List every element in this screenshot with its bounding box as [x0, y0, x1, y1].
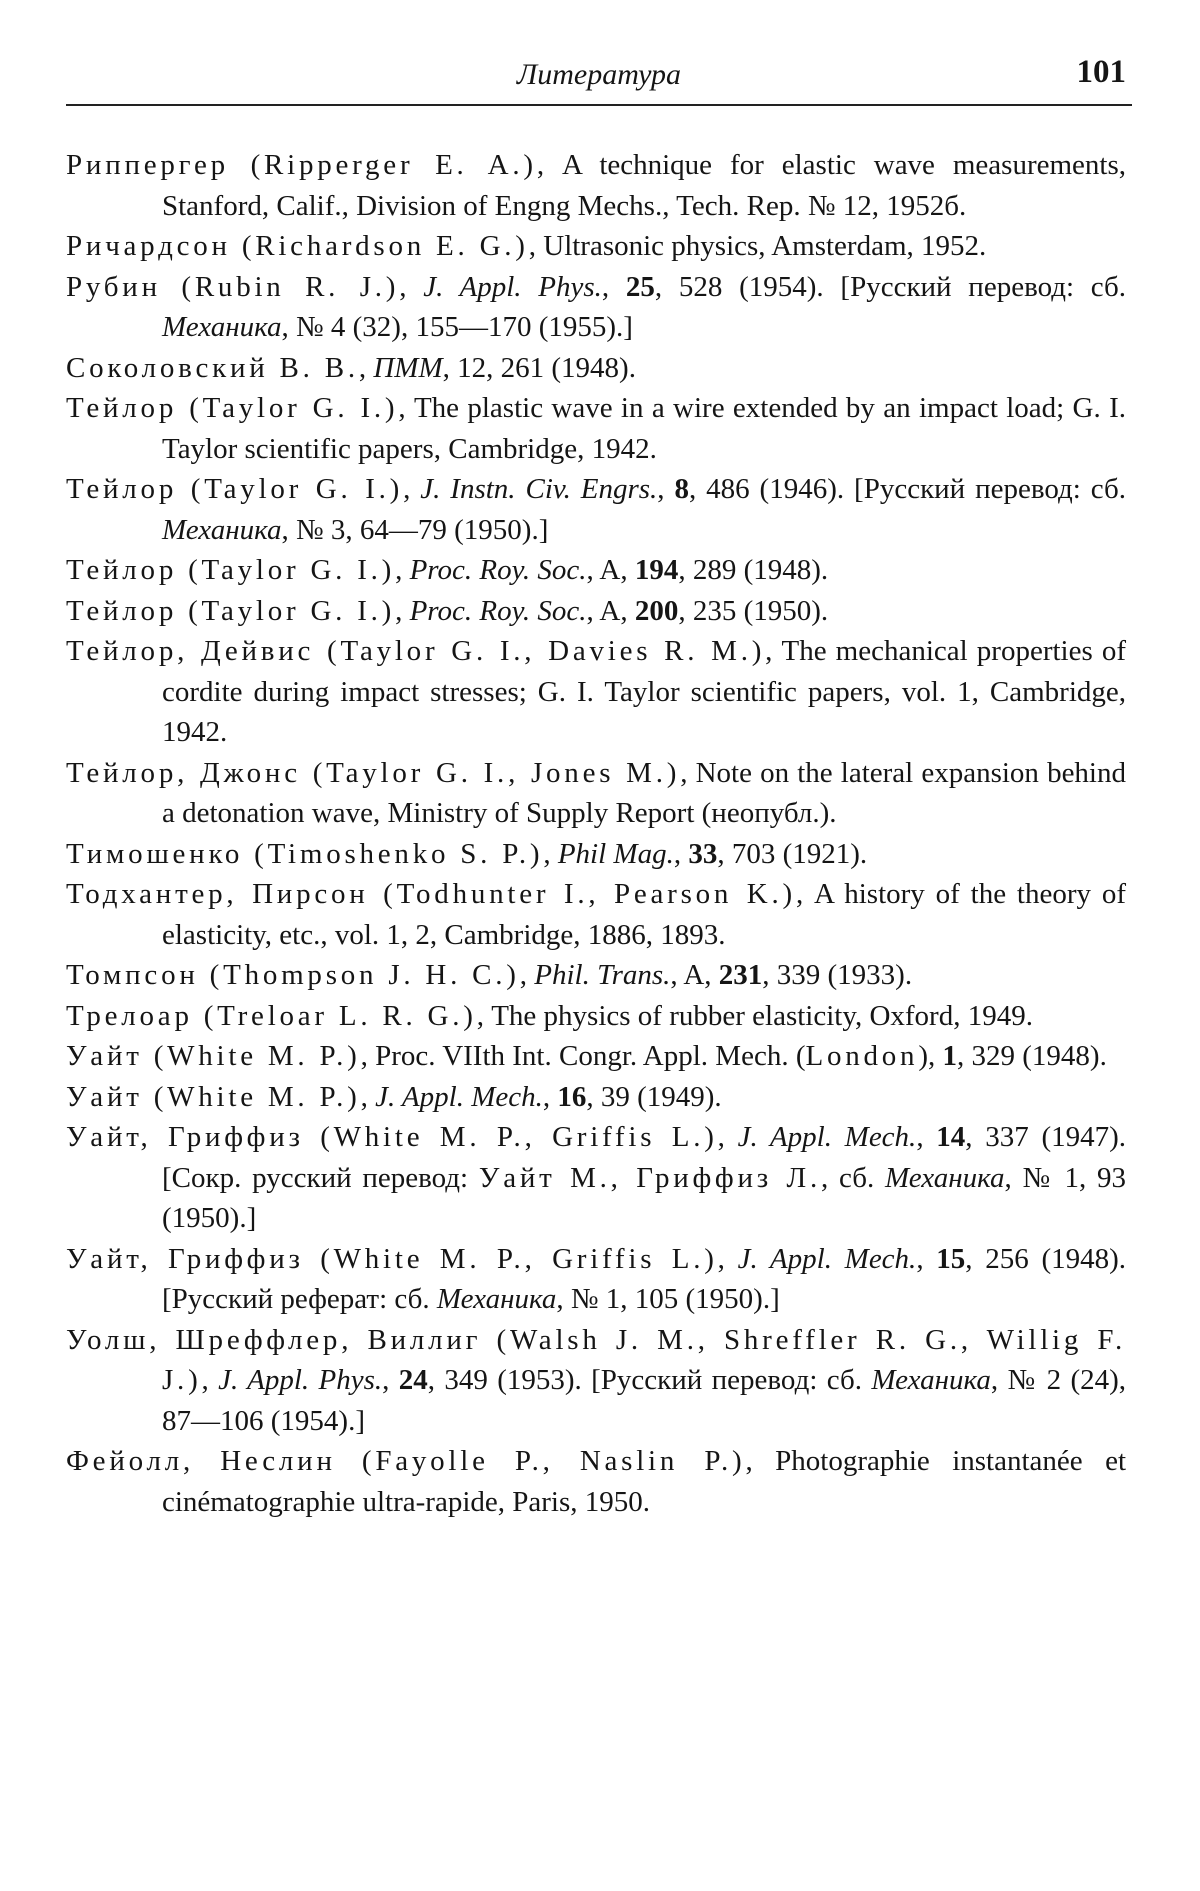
entry-text: , 528 (1954). [Русский перевод: сб. [654, 270, 1127, 303]
bibliography-entry [66, 591, 1126, 632]
entry-source: Proc. Roy. Soc. [409, 554, 587, 586]
bibliography-entry [66, 1117, 1126, 1239]
entry-volume: 1 [942, 1040, 957, 1072]
entry-author: Уайт (White M. P.) [66, 1040, 361, 1072]
entry-text: , The mechanical properties of cordite during impact stresses; G. I. Taylor scientific papers, vol. 1, Cambridge, 1942. [162, 635, 1127, 748]
bibliography-entry [66, 874, 1126, 955]
header-rule [66, 104, 1132, 106]
entry-text: , [382, 1364, 399, 1396]
entry-text: , № 3, 64—79 (1950).] [281, 513, 549, 546]
entry-text: , 329 (1948). [957, 1040, 1107, 1072]
entry-text: , A history of the theory of elasticity, etc., vol. 1, 2, Cambridge, 1886, 1893. [162, 878, 1127, 951]
bibliography-entry [66, 1239, 1126, 1320]
entry-author: Уайт М., Гриффиз Л. [478, 1161, 821, 1194]
page-header [66, 52, 1132, 110]
entry-author: Соколовский В. В. [66, 351, 359, 384]
entry-text: , № 1, 93 (1950).] [162, 1161, 1127, 1234]
entry-text: , [403, 473, 421, 505]
entry-source: J. Appl. Mech. [375, 1080, 543, 1113]
entry-text: , Photographie instantanée et cinématographie ultra-rapide, Paris, 1950. [162, 1445, 1127, 1518]
entry-text: , [360, 1080, 376, 1113]
entry-author: Рубин (Rubin R. J.) [66, 270, 400, 303]
bibliography-entry [66, 753, 1126, 834]
entry-volume: 14 [936, 1121, 966, 1153]
entry-author: Тимошенко (Timoshenko S. P.) [66, 837, 544, 870]
entry-volume: 33 [688, 837, 718, 870]
entry-text: , [542, 1080, 558, 1113]
entry-text: , [717, 1242, 738, 1275]
entry-text: , № 2 (24), 87—106 (1954).] [162, 1364, 1127, 1437]
entry-author: Фейолл, Неслин (Fayolle P., Naslin P.) [66, 1445, 746, 1477]
entry-text: , № 1, 105 (1950).] [556, 1283, 780, 1315]
entry-source: Механика [162, 311, 282, 343]
bibliography-entry [66, 1441, 1126, 1522]
entry-text: , A technique for elastic wave measurements, Stanford, Calif., Division of Engng Mechs., Tech. Rep. № 12, 1952б. [162, 149, 1127, 222]
bibliography-entry [66, 1036, 1126, 1077]
entry-text: , [519, 959, 535, 991]
entry-volume: 194 [634, 554, 679, 586]
bibliography-entry [66, 145, 1126, 226]
entry-text: , [358, 351, 374, 384]
entry-text: , [916, 1242, 937, 1275]
entry-text: , [543, 837, 558, 870]
entry-text: , 12, 261 (1948). [442, 351, 636, 384]
entry-source: J. Appl. Mech. [737, 1121, 917, 1153]
entry-source: Механика [436, 1283, 557, 1315]
entry-author: Уолш, Шреффлер, Виллиг (Walsh J. M., Shreffler R. G., Willig F. J.) [66, 1323, 1126, 1396]
entry-text: , A, [586, 594, 635, 627]
entry-text: , A, [670, 959, 719, 991]
entry-text: , [717, 1121, 738, 1153]
entry-text: , Note on the lateral expansion behind a detonation wave, Ministry of Supply Report (неопубл.). [162, 756, 1126, 829]
entry-volume: 231 [718, 959, 763, 991]
entry-author: Уайт, Гриффиз (White M. P., Griffis L.) [66, 1121, 718, 1153]
entry-author: Тодхантер, Пирсон (Todhunter I., Pearson K.) [66, 878, 796, 910]
entry-author: Уайт (White M. P.) [66, 1080, 361, 1113]
bibliography-list [66, 145, 1126, 1522]
entry-text: , 256 (1948). [Русский реферат: сб. [162, 1242, 1127, 1315]
bibliography-entry [66, 1077, 1126, 1118]
entry-text: , 339 (1933). [762, 959, 913, 991]
entry-volume: 16 [557, 1080, 587, 1113]
entry-source: J. Appl. Phys. [423, 270, 602, 303]
entry-author: Тейлор (Taylor G. I.) [66, 473, 404, 505]
entry-author: Ричардсон (Richardson E. G.) [66, 230, 529, 262]
entry-text: , 349 (1953). [Русский перевод: сб. [427, 1364, 872, 1396]
entry-author: Риппергер (Ripperger E. A.) [66, 149, 537, 181]
entry-source: Phil Mag. [557, 837, 674, 870]
entry-author: Тейлор, Дейвис (Taylor G. I., Davies R. M.) [66, 635, 766, 667]
entry-text: , A, [586, 554, 635, 586]
entry-source: Механика [162, 513, 282, 546]
entry-volume: 8 [674, 473, 689, 505]
entry-text: , Ultrasonic physics, Amsterdam, 1952. [528, 230, 987, 262]
entry-author: Тейлор, Джонс (Taylor G. I., Jones M.) [66, 756, 681, 789]
bibliography-entry [66, 267, 1126, 348]
entry-source: J. Appl. Mech. [737, 1242, 917, 1275]
entry-author: Тейлор (Taylor G. I.) [66, 554, 396, 586]
entry-source: Phil. Trans. [534, 959, 671, 991]
entry-text: , 289 (1948). [678, 554, 829, 586]
bibliography-entry [66, 550, 1126, 591]
entry-text: , [395, 594, 410, 627]
entry-text: , 39 (1949). [586, 1080, 722, 1113]
bibliography-entry [66, 469, 1126, 550]
entry-volume: 15 [936, 1242, 966, 1275]
entry-text: , Proc. VIIth Int. Congr. Appl. Mech. ( [360, 1040, 806, 1072]
entry-source: Proc. Roy. Soc. [409, 594, 587, 627]
entry-text: , 337 (1947). [Сокр. русский перевод: [162, 1121, 1127, 1194]
entry-text: , [395, 554, 410, 586]
entry-source: J. Instn. Civ. Engrs. [420, 473, 658, 505]
entry-text: , [673, 837, 689, 870]
entry-text: , сб. [821, 1161, 886, 1194]
bibliography-entry [66, 1320, 1126, 1442]
entry-source: ПММ [373, 351, 443, 384]
bibliography-entry [66, 955, 1126, 996]
running-title: Литература [516, 58, 682, 91]
entry-volume: 200 [634, 594, 679, 627]
entry-text: , [916, 1121, 937, 1153]
bibliography-entry [66, 996, 1126, 1037]
entry-source: Механика [885, 1161, 1005, 1194]
entry-author: Тейлор (Taylor G. I.) [66, 392, 399, 424]
entry-text: , [201, 1364, 219, 1396]
bibliography-entry [66, 348, 1126, 389]
bibliography-entry [66, 226, 1126, 267]
entry-text: , 703 (1921). [717, 837, 868, 870]
entry-text: , The plastic wave in a wire extended by an impact load; G. I. Taylor scientific papers, Cambridge, 1942. [162, 392, 1126, 465]
entry-text: , № 4 (32), 155—170 (1955).] [281, 311, 633, 343]
entry-text: ), [918, 1040, 943, 1072]
entry-text: , [399, 270, 424, 303]
entry-source: J. Appl. Phys. [218, 1364, 383, 1396]
entry-text: , [657, 473, 675, 505]
bibliography-entry [66, 388, 1126, 469]
entry-author: Томпсон (Thompson J. H. C.) [66, 959, 520, 991]
entry-text: , 235 (1950). [678, 594, 829, 627]
entry-source: Механика [871, 1364, 991, 1396]
page-number: 101 [1076, 54, 1126, 90]
entry-author: London [805, 1040, 919, 1072]
entry-text: , 486 (1946). [Русский перевод: сб. [688, 473, 1126, 505]
entry-author: Трелоар (Treloar L. R. G.) [66, 999, 477, 1032]
bibliography-entry [66, 631, 1126, 753]
entry-volume: 25 [625, 270, 655, 303]
entry-text: , [601, 270, 626, 303]
entry-author: Уайт, Гриффиз (White M. P., Griffis L.) [66, 1242, 718, 1275]
entry-text: , The physics of rubber elasticity, Oxford, 1949. [476, 999, 1033, 1032]
entry-author: Тейлор (Taylor G. I.) [66, 594, 396, 627]
entry-volume: 24 [398, 1364, 428, 1396]
bibliography-entry [66, 834, 1126, 875]
